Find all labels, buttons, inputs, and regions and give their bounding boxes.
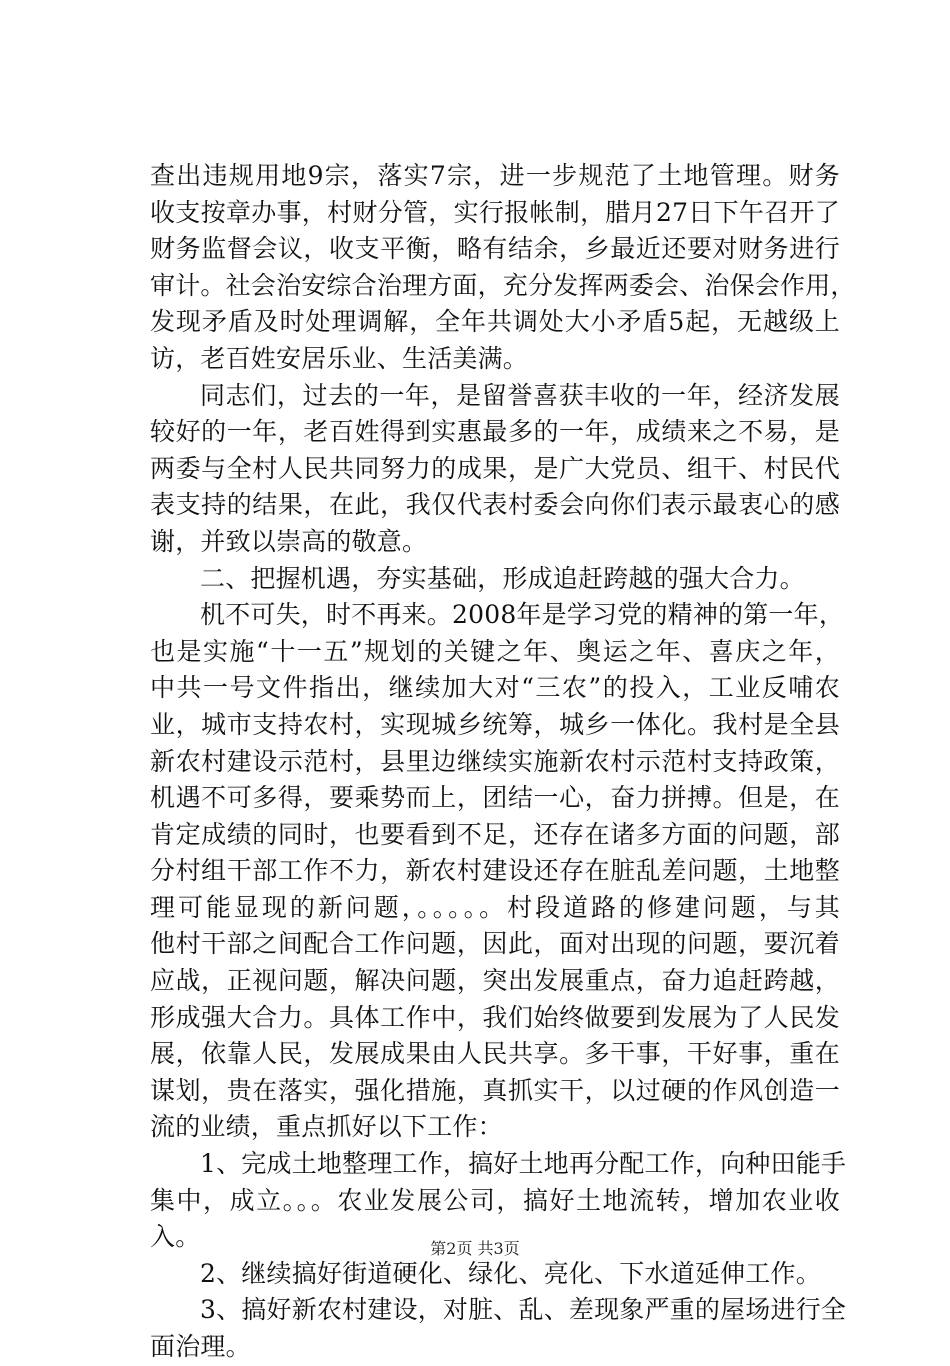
text-line: 表支持的结果，在此，我仅代表村委会向你们表示最衷心的感 [150, 490, 840, 520]
text-line: 中共一号文件指出，继续加大对“三农”的投入，工业反哺农 [150, 673, 840, 703]
text-line: 理可能显现的新问题，。。。。。村段道路的修建问题，与其 [150, 892, 840, 922]
text-line: 1、完成土地整理工作，搞好土地再分配工作，向种田能手 [200, 1149, 847, 1179]
text-line: 发现矛盾及时处理调解，全年共调处大小矛盾5起，无越级上 [150, 307, 840, 337]
text-line: 2、继续搞好街道硬化、绿化、亮化、下水道延伸工作。 [200, 1258, 821, 1288]
text-line: 较好的一年，老百姓得到实惠最多的一年，成绩来之不易，是 [150, 417, 840, 447]
text-line: 面治理。 [150, 1332, 251, 1361]
text-line: 收支按章办事，村财分管，实行报帐制，腊月27日下午召开了 [150, 197, 840, 227]
text-line: 应战，正视问题，解决问题，突出发展重点，奋力追赶跨越， [150, 966, 840, 996]
page-footer: 第2页 共3页 [430, 1239, 520, 1258]
text-line: 二、把握机遇，夯实基础，形成追赶跨越的强大合力。 [200, 563, 805, 593]
text-line: 谢，并致以崇高的敬意。 [150, 526, 428, 556]
text-line: 展，依靠人民，发展成果由人民共享。多干事，干好事，重在 [150, 1039, 840, 1069]
text-line: 访，老百姓安居乐业、生活美满。 [150, 343, 529, 373]
text-line: 财务监督会议，收支平衡，略有结余，乡最近还要对财务进行 [150, 234, 840, 264]
text-line: 3、搞好新农村建设，对脏、乱、差现象严重的屋场进行全 [200, 1295, 847, 1325]
text-line: 机遇不可多得，要乘势而上，团结一心，奋力拼搏。但是，在 [150, 783, 840, 813]
text-line: 业，城市支持农村，实现城乡统筹，城乡一体化。我村是全县 [150, 709, 840, 739]
text-line: 形成强大合力。具体工作中，我们始终做要到发展为了人民发 [150, 1002, 840, 1032]
text-line: 两委与全村人民共同努力的成果，是广大党员、组干、村民代 [150, 453, 840, 483]
text-line: 集中，成立。。。农业发展公司，搞好土地流转，增加农业收 [150, 1185, 840, 1215]
text-line: 入。 [150, 1222, 201, 1252]
text-line: 肯定成绩的同时，也要看到不足，还存在诸多方面的问题，部 [150, 819, 840, 849]
text-line: 也是实施“十一五”规划的关键之年、奥运之年、喜庆之年， [150, 636, 840, 666]
text-line: 新农村建设示范村，县里边继续实施新农村示范村支持政策， [150, 746, 840, 776]
text-line: 谋划，贵在落实，强化措施，真抓实干，以过硬的作风创造一 [150, 1075, 840, 1105]
text-line: 查出违规用地9宗，落实7宗，进一步规范了土地管理。财务 [150, 161, 840, 190]
text-line: 分村组干部工作不力，新农村建设还存在脏乱差问题，土地整 [150, 856, 840, 886]
text-line: 机不可失，时不再来。2008年是学习党的精神的第一年， [200, 600, 845, 630]
text-line: 同志们，过去的一年，是留誉喜获丰收的一年，经济发展 [200, 380, 840, 410]
text-line: 流的业绩，重点抓好以下工作： [150, 1112, 503, 1142]
text-line: 审计。社会治安综合治理方面，充分发挥两委会、治保会作用， [150, 270, 856, 300]
document-body [150, 158, 856, 1366]
text-line: 他村干部之间配合工作问题，因此，面对出现的问题，要沉着 [150, 929, 840, 959]
